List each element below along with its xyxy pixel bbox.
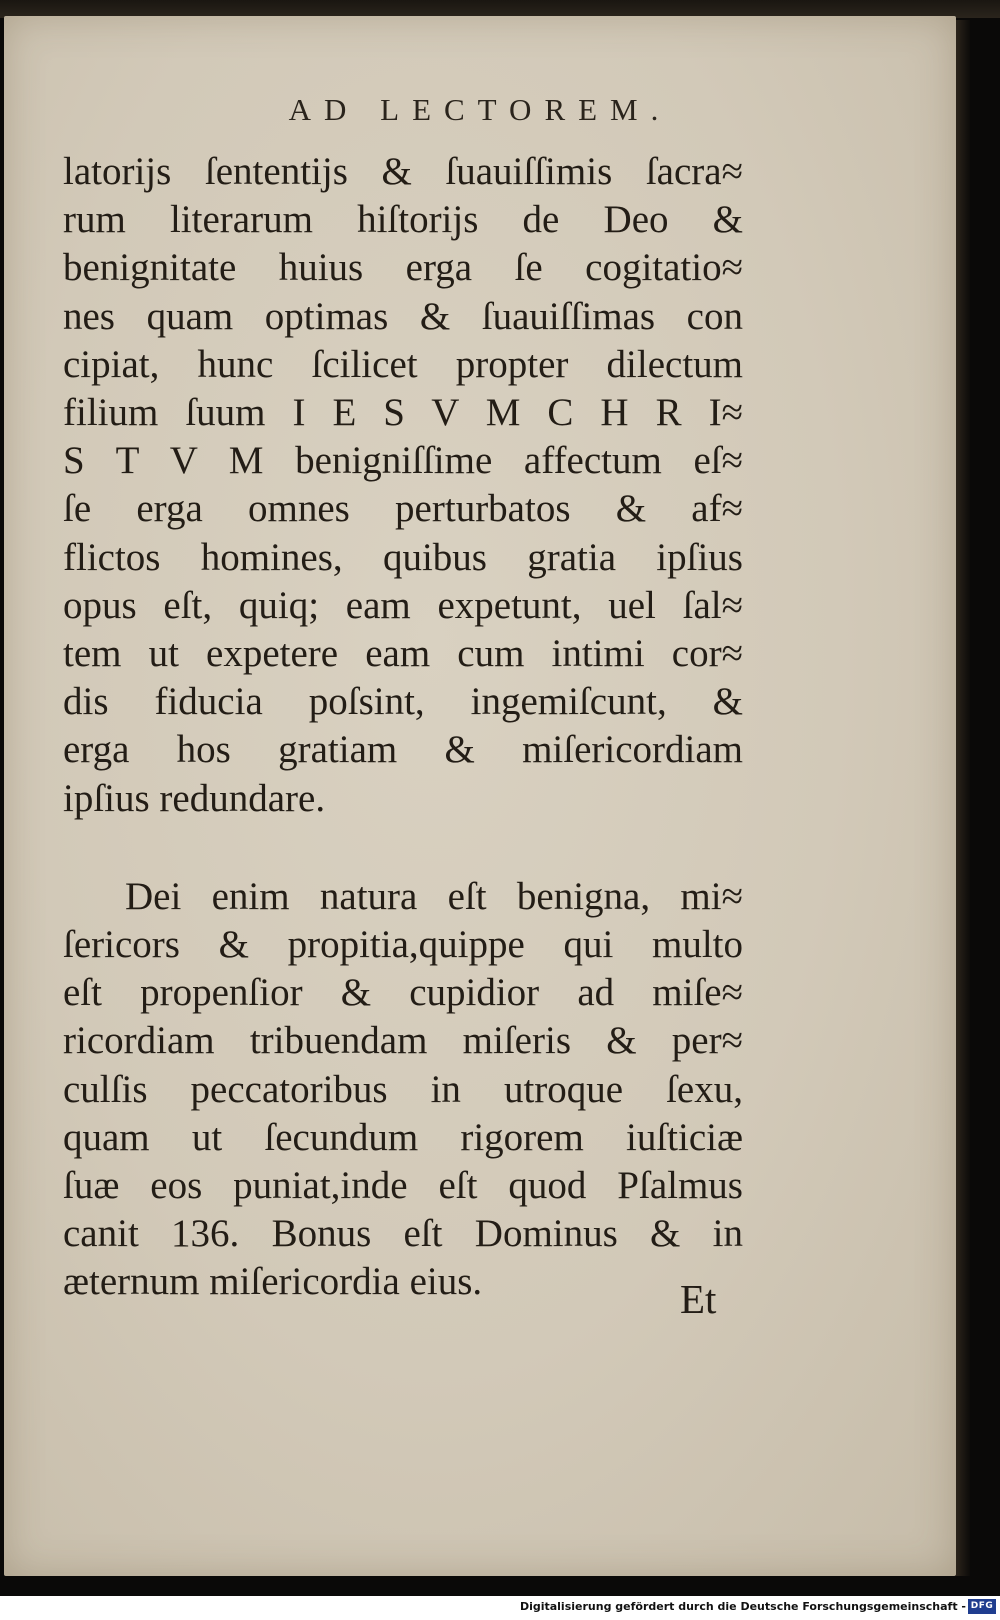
text-block bbox=[63, 148, 743, 1307]
text-line: dis fiducia poſsint, ingemiſcunt, & bbox=[63, 680, 743, 724]
text-line: latorijs ſententijs & ſuauiſſimis ſacra≈ bbox=[63, 150, 743, 193]
text-line: Dei enim natura eſt benigna, mi≈ bbox=[125, 874, 743, 918]
text-line: ricordiam tribuendam miſeris & per≈ bbox=[63, 1019, 743, 1063]
text-line: cipiat, hunc ſcilicet propter dilectum bbox=[63, 342, 743, 386]
text-line: ſericors & propitia,quippe qui multo bbox=[63, 923, 743, 967]
text-line: ſe erga omnes perturbatos & af≈ bbox=[63, 487, 743, 531]
text-line: nes quam optimas & ſuauiſſimas con bbox=[63, 294, 743, 338]
text-line: rum literarum hiſtorijs de Deo & bbox=[63, 198, 743, 242]
text-line: æternum miſericordia eius. bbox=[63, 1260, 483, 1304]
footer-credit: Digitalisierung gefördert durch die Deutsche Forschungsgemeinschaft - bbox=[519, 1600, 966, 1613]
text-line: flictos homines, quibus gratia ipſius bbox=[63, 535, 743, 579]
dfg-logo-icon: DFG bbox=[968, 1599, 996, 1614]
text-line: tem ut expetere eam cum intimi cor≈ bbox=[63, 632, 743, 676]
text-line: culſis peccatoribus in utroque ſexu, bbox=[63, 1067, 743, 1111]
text-line: erga hos gratiam & miſericordiam bbox=[63, 728, 743, 772]
text-line: ipſius redundare. bbox=[63, 776, 326, 820]
running-head: AD LECTOREM. bbox=[288, 92, 672, 127]
text-line: S T V M benigniſſime affectum eſ≈ bbox=[63, 439, 743, 483]
text-line: benignitate huius erga ſe cogitatio≈ bbox=[63, 246, 743, 290]
text-line: quam ut ſecundum rigorem iuſticiæ bbox=[63, 1115, 743, 1159]
paragraph-gap bbox=[63, 823, 743, 873]
text-line: ſuæ eos puniat,inde eſt quod Pſalmus bbox=[63, 1164, 743, 1208]
text-line: eſt propenſior & cupidior ad miſe≈ bbox=[63, 971, 743, 1015]
text-line: filium ſuum I E S V M C H R I≈ bbox=[63, 391, 743, 435]
text-line: canit 136. Bonus eſt Dominus & in bbox=[63, 1212, 743, 1256]
catchword: Et bbox=[680, 1276, 717, 1322]
paragraph-1 bbox=[63, 148, 743, 823]
paragraph-2 bbox=[63, 873, 743, 1307]
page-right-edge bbox=[956, 20, 970, 1576]
text-line: opus eſt, quiq; eam expetunt, uel ſal≈ bbox=[63, 583, 743, 627]
